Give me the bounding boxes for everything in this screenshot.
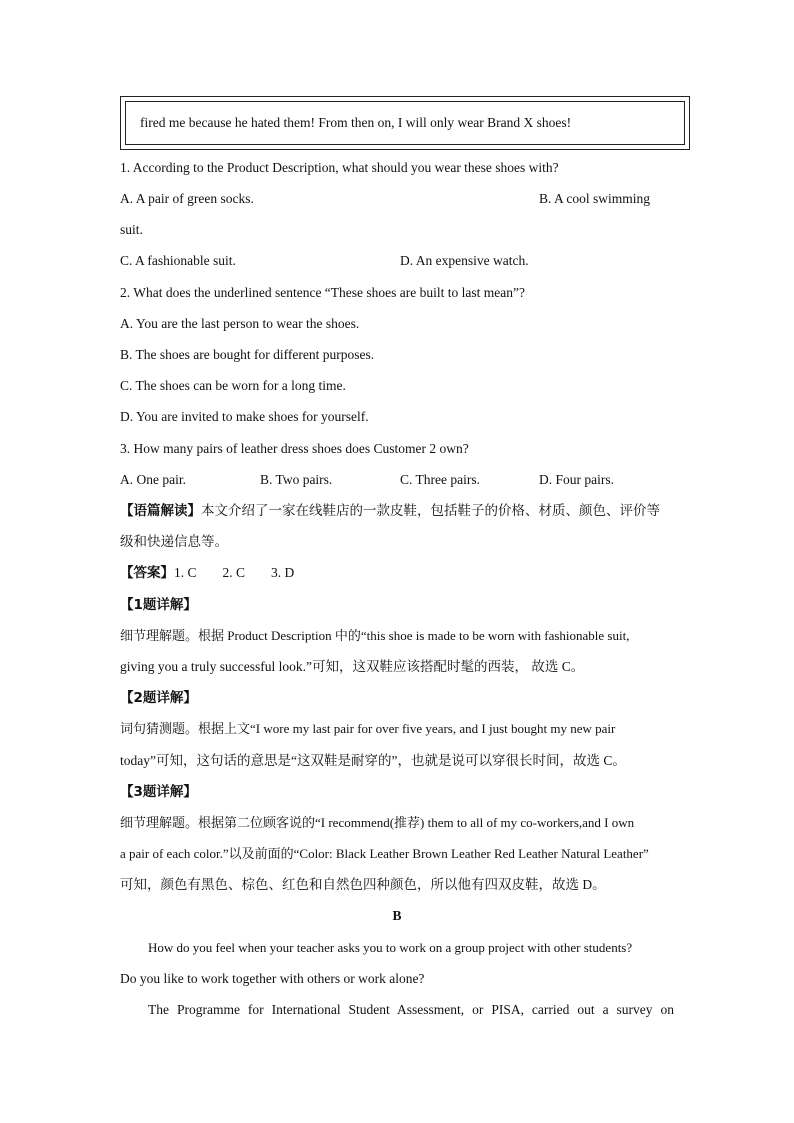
answer-item-2: 2. C — [222, 565, 246, 580]
answer-item-3: 3. D — [271, 565, 295, 580]
explanation-3-line-1: 细节理解题。根据第二位顾客说的“I recommend(推荐) them to all of my co-workers,and I own — [120, 815, 635, 830]
analysis-text-1: 本文介绍了一家在线鞋店的一款皮鞋，包括鞋子的价格、材质、颜色、评价等 — [201, 503, 660, 519]
explanation-2-line-1: 词句猜测题。根据上文“I wore my last pair for over five years, and I just bought my new pair — [120, 721, 616, 736]
question-1-option-b-continued: suit. — [120, 222, 143, 237]
question-3-option-a: A. One pair. — [120, 472, 186, 487]
question-1-option-c: C. A fashionable suit. — [120, 253, 236, 268]
question-2-option-d: D. You are invited to make shoes for yourself. — [120, 409, 369, 424]
question-3-option-c: C. Three pairs. — [400, 472, 480, 487]
passage-frame — [120, 96, 690, 150]
analysis-line-1 — [120, 501, 660, 521]
explanation-3-line-2: a pair of each color.”以及前面的“Color: Black Leather Brown Leather Red Leather Natural Leather” — [120, 846, 649, 861]
question-2-option-a: A. You are the last person to wear the shoes. — [120, 316, 360, 331]
section-b-para-1-line-2: Do you like to work together with others or work alone? — [120, 971, 425, 986]
passage-tail-text: fired me because he hated them! From then on, I will only wear Brand X shoes! — [140, 115, 572, 130]
question-2-option-c: C. The shoes can be worn for a long time. — [120, 378, 346, 393]
explanation-1-line-1: 细节理解题。根据 Product Description 中的“this shoe is made to be worn with fashionable suit, — [120, 628, 630, 643]
explanation-1-line-2: giving you a truly successful look.”可知，这双鞋应该搭配时髦的西装， 故选 C。 — [120, 659, 585, 674]
question-3-option-d: D. Four pairs. — [539, 472, 614, 487]
explanation-3-line-3: 可知，颜色有黑色、棕色、红色和自然色四种颜色，所以他有四双皮鞋，故选 D。 — [120, 877, 606, 892]
question-3-option-b: B. Two pairs. — [260, 472, 333, 487]
passage-frame-inner — [125, 101, 685, 145]
question-1-option-a: A. A pair of green socks. — [120, 191, 254, 206]
explanation-3-title: 【3题详解】 — [120, 784, 197, 800]
explanation-2-title: 【2题详解】 — [120, 690, 197, 706]
question-1-stem: 1. According to the Product Description, what should you wear these shoes with? — [120, 160, 559, 175]
answer-label: 【答案】 — [120, 565, 174, 581]
answer-item-1: 1. C — [174, 565, 197, 580]
explanation-1-title: 【1题详解】 — [120, 597, 197, 613]
analysis-label: 【语篇解读】 — [120, 503, 201, 519]
analysis-line-2: 级和快递信息等。 — [120, 534, 228, 550]
section-b-heading: B — [392, 908, 402, 923]
question-3-stem: 3. How many pairs of leather dress shoes does Customer 2 own? — [120, 441, 469, 456]
section-b-para-1-line-1: How do you feel when your teacher asks you to work on a group project with other students? — [148, 940, 633, 955]
section-b-para-2-line-1: The Programme for International Student Assessment, or PISA, carried out a survey on — [148, 1002, 674, 1017]
explanation-2-line-2: today”可知，这句话的意思是“这双鞋是耐穿的”，也就是说可以穿很长时间，故选 C。 — [120, 753, 626, 768]
question-1-option-b: B. A cool swimming — [539, 191, 651, 206]
question-2-stem: 2. What does the underlined sentence “These shoes are built to last mean”? — [120, 285, 525, 300]
question-2-option-b: B. The shoes are bought for different purposes. — [120, 347, 375, 362]
answer-line — [120, 563, 294, 583]
question-1-option-d: D. An expensive watch. — [400, 253, 529, 268]
